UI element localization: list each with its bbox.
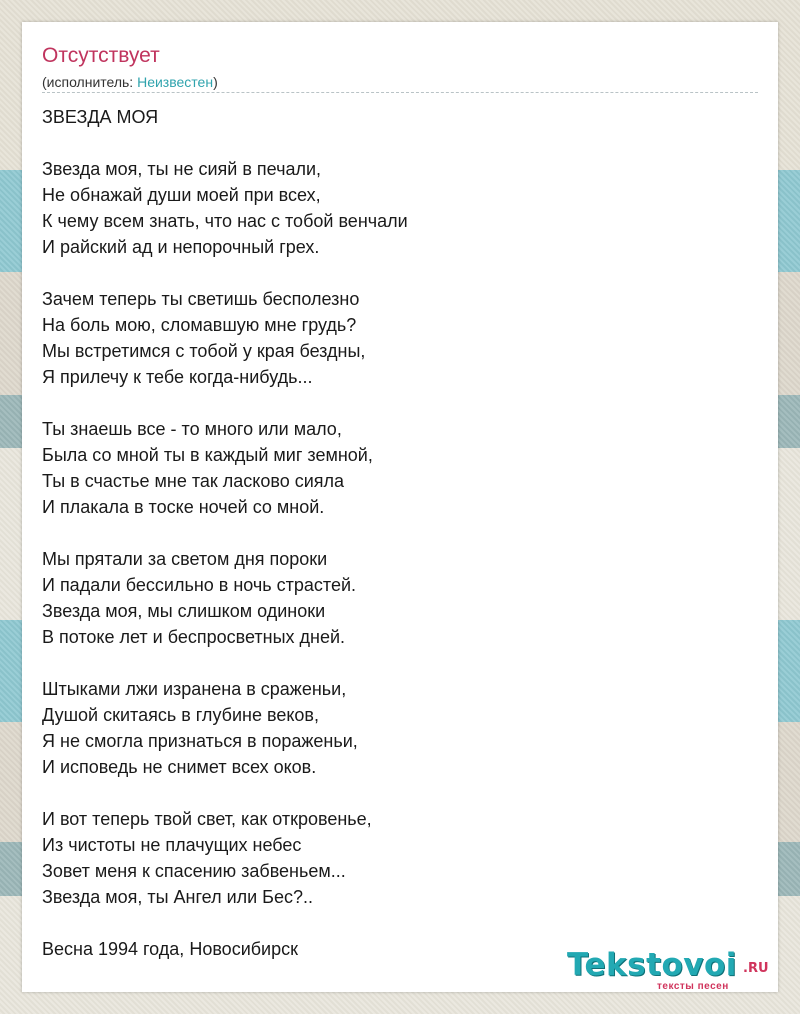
lyric-line: Я прилечу к тебе когда-нибудь...	[42, 367, 313, 387]
lyric-line: И исповедь не снимет всех оков.	[42, 757, 317, 777]
artist-link[interactable]: Неизвестен	[137, 74, 214, 90]
artist-line	[42, 73, 218, 91]
lyric-line: К чему всем знать, что нас с тобой венчали	[42, 211, 408, 231]
lyric-line: В потоке лет и беспросветных дней.	[42, 627, 346, 647]
lyric-line: И райский ад и непорочный грех.	[42, 237, 320, 257]
lyric-line: Мы прятали за светом дня пороки	[42, 549, 328, 569]
lyric-line: Из чистоты не плачущих небес	[42, 835, 302, 855]
lyric-line: И падали бессильно в ночь страстей.	[42, 575, 357, 595]
lyric-line: Я не смогла признаться в пораженьи,	[42, 731, 358, 751]
logo-domain: .RU	[743, 961, 769, 976]
lyric-line: И вот теперь твой свет, как откровенье,	[42, 809, 372, 829]
lyric-line: Была со мной ты в каждый миг земной,	[42, 445, 373, 465]
lyrics-card	[22, 22, 778, 992]
lyric-line: Душой скитаясь в глубине веков,	[42, 705, 319, 725]
logo-tagline: тексты песен	[657, 981, 729, 992]
lyric-line: ЗВЕЗДА МОЯ	[42, 107, 159, 127]
lyric-line: И плакала в тоске ночей со мной.	[42, 497, 325, 517]
logo-wordmark: Tekstovoi	[567, 947, 737, 983]
lyric-line: На боль мою, сломавшую мне грудь?	[42, 315, 357, 335]
song-title: Отсутствует	[42, 44, 160, 67]
site-logo[interactable]	[567, 947, 777, 997]
artist-prefix: (исполнитель:	[42, 74, 138, 90]
lyric-line: Ты знаешь все - то много или мало,	[42, 419, 342, 439]
stanza-gap	[42, 910, 758, 936]
lyric-line: Звезда моя, мы слишком одиноки	[42, 601, 326, 621]
artist-suffix: )	[213, 74, 218, 90]
stanza-gap	[42, 520, 758, 546]
stanza-gap	[42, 650, 758, 676]
lyric-line: Зачем теперь ты светишь бесполезно	[42, 289, 360, 309]
lyric-line: Зовет меня к спасению забвеньем...	[42, 861, 346, 881]
stanza-gap	[42, 390, 758, 416]
lyrics-text	[42, 104, 758, 962]
lyric-line: Не обнажай души моей при всех,	[42, 185, 321, 205]
lyric-line: Звезда моя, ты не сияй в печали,	[42, 159, 322, 179]
stanza-gap	[42, 260, 758, 286]
stanza-gap	[42, 130, 758, 156]
stanza-gap	[42, 780, 758, 806]
title-divider	[42, 92, 758, 93]
lyric-line: Мы встретимся с тобой у края бездны,	[42, 341, 366, 361]
lyric-line: Звезда моя, ты Ангел или Бес?..	[42, 887, 314, 907]
lyric-line: Весна 1994 года, Новосибирск	[42, 939, 298, 959]
lyric-line: Штыками лжи изранена в сраженьи,	[42, 679, 347, 699]
lyric-line: Ты в счастье мне так ласково сияла	[42, 471, 345, 491]
